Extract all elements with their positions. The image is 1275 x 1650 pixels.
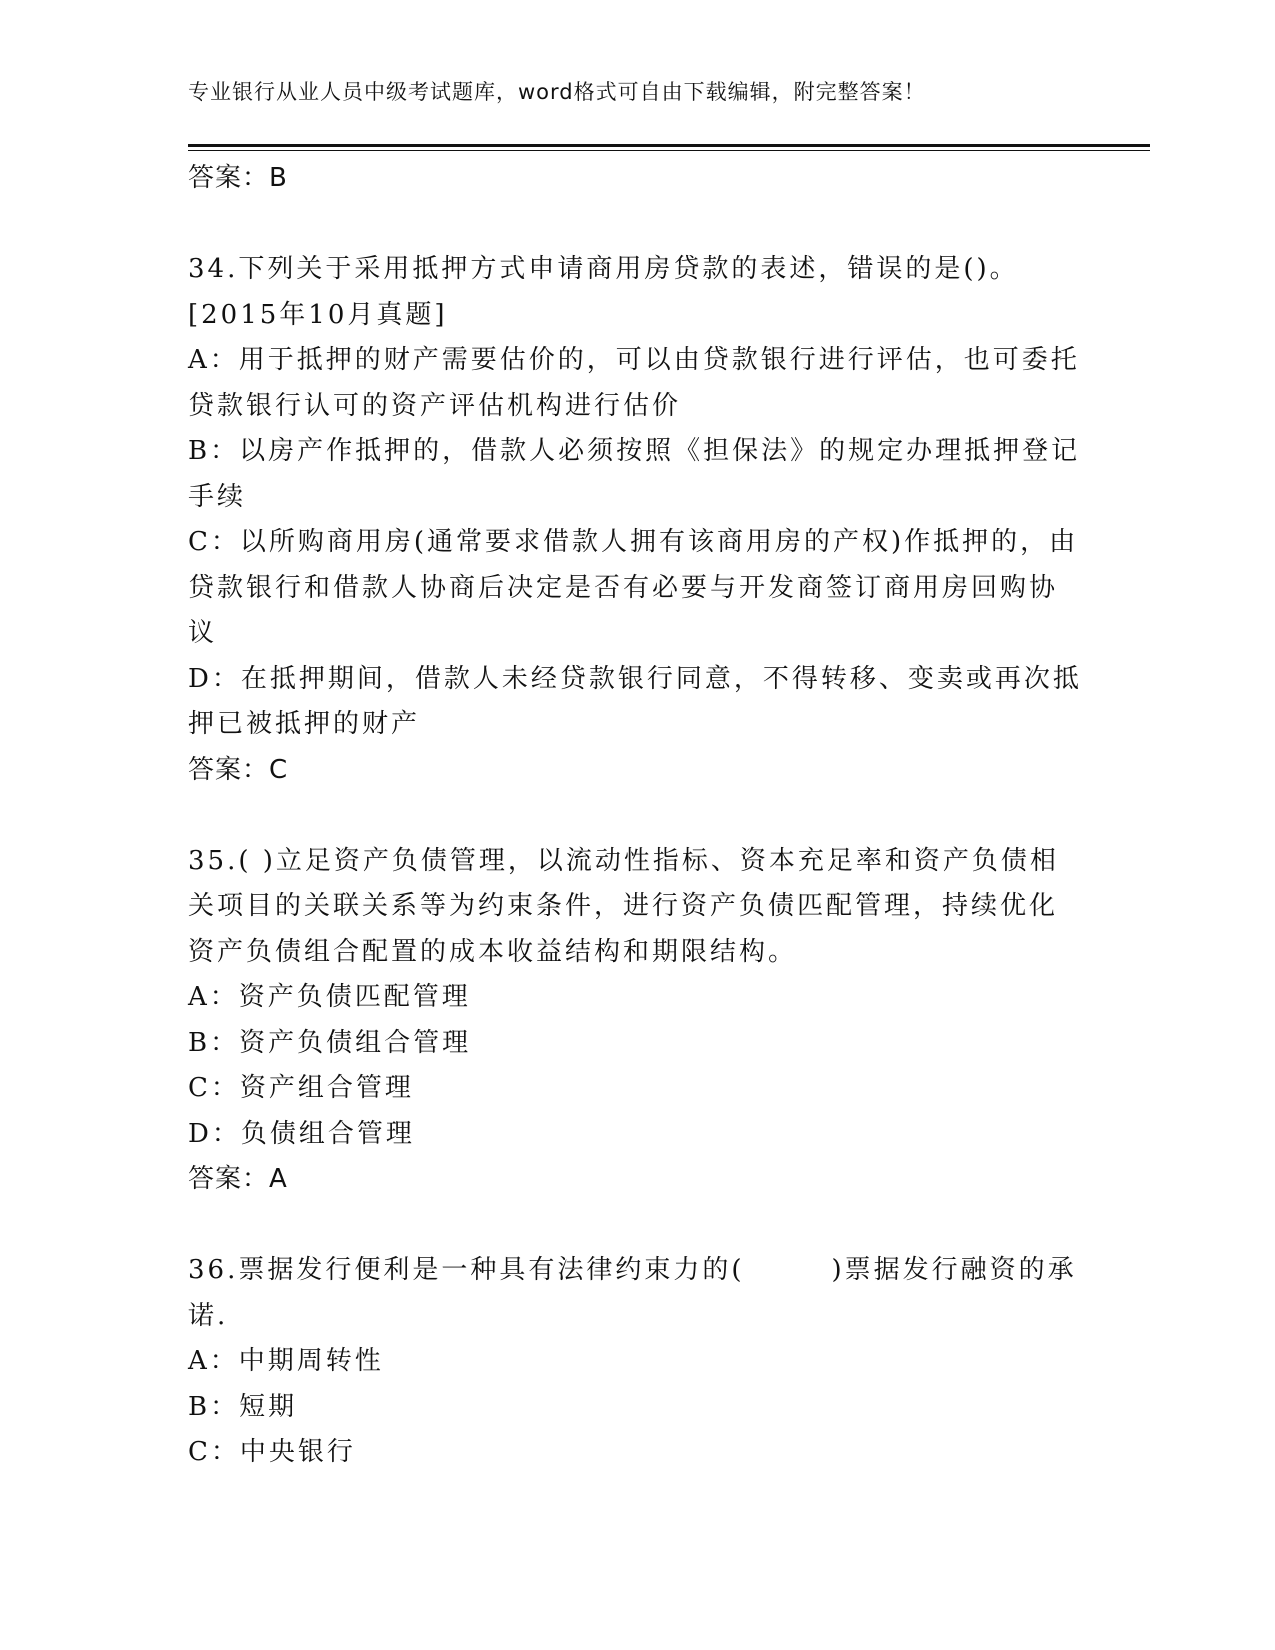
question-36-stem-line-1: 36.票据发行便利是一种具有法律约束力的( )票据发行融资的承: [188, 1255, 1077, 1285]
question-35-stem-line-1: 35.( )立足资产负债管理，以流动性指标、资本充足率和资产负债相: [188, 845, 1059, 876]
question-34-option-c-line-1: C：以所购商用房(通常要求借款人拥有该商用房的产权)作抵押的，由: [188, 527, 1079, 557]
question-35-option-a: A：资产负债匹配管理: [188, 982, 471, 1012]
question-34-stem-line-2: [2015年10月真题]: [188, 299, 448, 330]
question-35-stem-line-3: 资产负债组合配置的成本收益结构和期限结构。: [188, 936, 798, 967]
question-34-stem-line-1: 34.下列关于采用抵押方式申请商用房贷款的表述，错误的是()。: [188, 254, 1019, 284]
question-35-stem-line-2: 关项目的关联关系等为约束条件，进行资产负债匹配管理，持续优化: [188, 891, 1059, 921]
header-rule-thick: [188, 144, 1150, 147]
question-34-option-a-line-2: 贷款银行认可的资产评估机构进行估价: [188, 390, 682, 421]
question-35-option-b: B：资产负债组合管理: [188, 1027, 472, 1058]
question-34-option-b-line-1: B：以房产作抵押的，借款人必须按照《担保法》的规定办理抵押登记: [188, 436, 1081, 466]
spacer: [188, 202, 1068, 248]
question-36-option-c: C：中央银行: [188, 1437, 356, 1467]
question-34-option-b-line-2: 手续: [188, 481, 247, 512]
page-header: 专业银行从业人员中级考试题库，word格式可自由下载编辑，附完整答案！: [188, 80, 926, 104]
question-34-option-c-line-2: 贷款银行和借款人协商后决定是否有必要与开发商签订商用房回购协: [188, 572, 1059, 603]
question-35-answer: 答案：A: [188, 1164, 288, 1194]
question-34: [188, 247, 1082, 793]
question-36-option-b: B：短期: [188, 1391, 298, 1422]
question-35-option-c: C：资产组合管理: [188, 1073, 414, 1103]
spacer: [188, 1203, 1068, 1249]
spacer: [188, 793, 1068, 839]
question-34-option-d-line-1: D：在抵押期间，借款人未经贷款银行同意，不得转移、变卖或再次抵: [188, 663, 1082, 694]
question-34-answer: 答案：C: [188, 754, 289, 785]
question-35: [188, 839, 1068, 1203]
question-36: [188, 1248, 1077, 1476]
previous-answer: 答案：B: [188, 163, 288, 193]
question-34-option-d-line-2: 押已被抵押的财产: [188, 709, 421, 739]
header-rule-thin: [188, 150, 1150, 151]
question-35-option-d: D：负债组合管理: [188, 1118, 415, 1149]
question-34-option-a-line-1: A：用于抵押的财产需要估价的，可以由贷款银行进行评估，也可委托: [188, 345, 1080, 375]
question-36-stem-line-2: 诺.: [188, 1300, 229, 1331]
document-body: [188, 156, 1082, 1476]
question-34-option-c-line-3: 议: [188, 618, 218, 648]
question-36-option-a: A：中期周转性: [188, 1346, 384, 1376]
